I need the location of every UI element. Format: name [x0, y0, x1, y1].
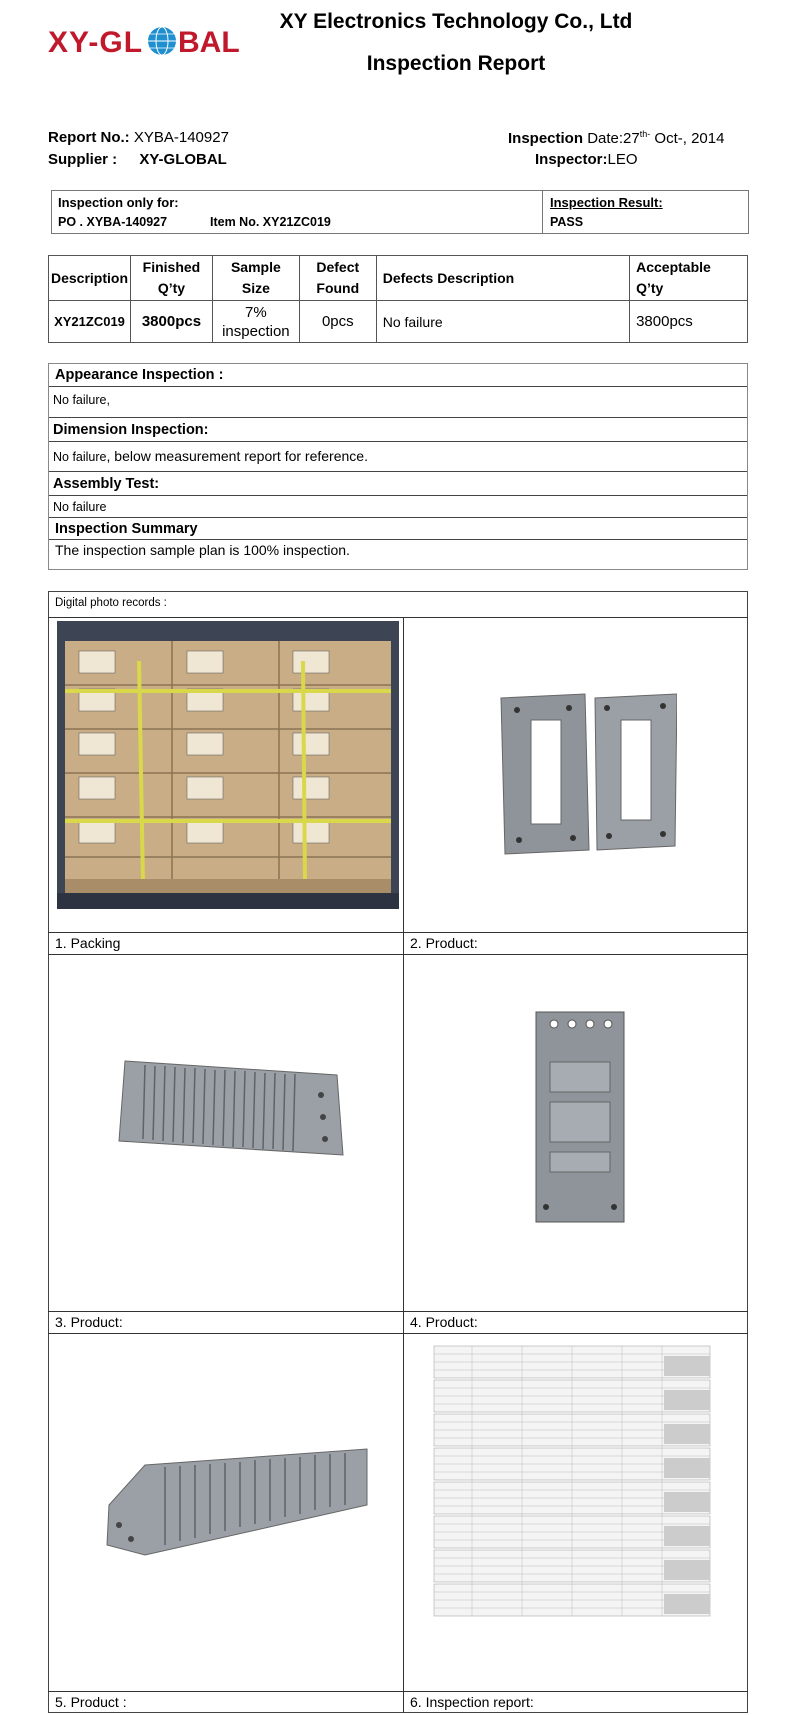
caption-2: 2. Product: [410, 935, 478, 951]
col-acceptable-qty: Acceptable Q’ty [630, 256, 748, 301]
cell-sample-size: 7% inspection [212, 301, 299, 343]
caption-6: 6. Inspection report: [410, 1694, 534, 1710]
summary-table [48, 255, 748, 343]
summary-header: Inspection Summary [49, 519, 747, 540]
col-sample-size: Sample Size [212, 256, 299, 301]
report-no [48, 129, 229, 146]
packing-photo [57, 621, 399, 909]
col-description: Description [49, 256, 131, 301]
inspection-date [508, 129, 724, 147]
report-title: Inspection Report [366, 52, 546, 75]
summary-header-row [49, 256, 748, 301]
appearance-header: Appearance Inspection : [49, 364, 747, 387]
summary-data-row [49, 301, 748, 343]
product-photo-1 [497, 690, 677, 860]
po-number: PO . XYBA-140927 [58, 215, 168, 229]
item-number: Item No. XY21ZC019 [210, 215, 331, 229]
dimension-header: Dimension Inspection: [49, 419, 747, 442]
date-rest: Oct-, 2014 [654, 130, 725, 147]
product-photo-3 [530, 1002, 630, 1227]
result-value: PASS [550, 215, 584, 229]
caption-5: 5. Product : [55, 1694, 127, 1710]
product-photo-4 [105, 1445, 370, 1560]
date-label: Date:27 [587, 130, 640, 147]
company-name: XY Electronics Technology Co., Ltd [279, 10, 633, 33]
inspection-for-label: Inspection only for: [58, 195, 179, 210]
report-no-label: Report No.: [48, 129, 130, 146]
dimension-body-1: No failure [53, 450, 107, 464]
col-defect-found: Defect Found [299, 256, 376, 301]
svg-text:XY-GL: XY-GL [48, 26, 144, 59]
supplier-label: Supplier : [48, 151, 118, 168]
cell-acceptable-qty: 3800pcs [630, 301, 748, 343]
inspector-value: LEO [607, 151, 638, 168]
inspection-for-box [51, 190, 749, 234]
supplier-value: XY-GLOBAL [139, 151, 227, 168]
svg-text:BAL: BAL [178, 26, 240, 59]
col-finished-qty: Finished Q’ty [130, 256, 212, 301]
dimension-body-2: , below measurement report for reference. [106, 448, 368, 464]
inspector-label: Inspector: [535, 151, 608, 168]
cell-description: XY21ZC019 [49, 301, 131, 343]
inspection-report-photo [432, 1344, 712, 1624]
caption-3: 3. Product: [55, 1314, 123, 1330]
inspection-label: Inspection [508, 130, 584, 147]
supplier [48, 151, 227, 168]
cell-defect-found: 0pcs [299, 301, 376, 343]
appearance-body: No failure, [49, 387, 747, 418]
caption-1: 1. Packing [55, 935, 121, 951]
cell-finished-qty: 3800pcs [130, 301, 212, 343]
report-no-value: XYBA-140927 [133, 129, 229, 146]
dimension-body [49, 442, 747, 472]
assembly-body: No failure [49, 496, 747, 518]
assembly-header: Assembly Test: [49, 473, 747, 496]
summary-body: The inspection sample plan is 100% inspection. [55, 542, 350, 558]
product-photo-2 [115, 1055, 345, 1160]
cell-defects-description: No failure [376, 301, 629, 343]
photo-records-header: Digital photo records : [55, 597, 167, 609]
result-label: Inspection Result: [550, 195, 663, 210]
inspection-sections [48, 363, 748, 570]
caption-4: 4. Product: [410, 1314, 478, 1330]
date-sup: th- [639, 129, 651, 139]
inspector [535, 151, 638, 168]
col-defects-description: Defects Description [376, 256, 629, 301]
